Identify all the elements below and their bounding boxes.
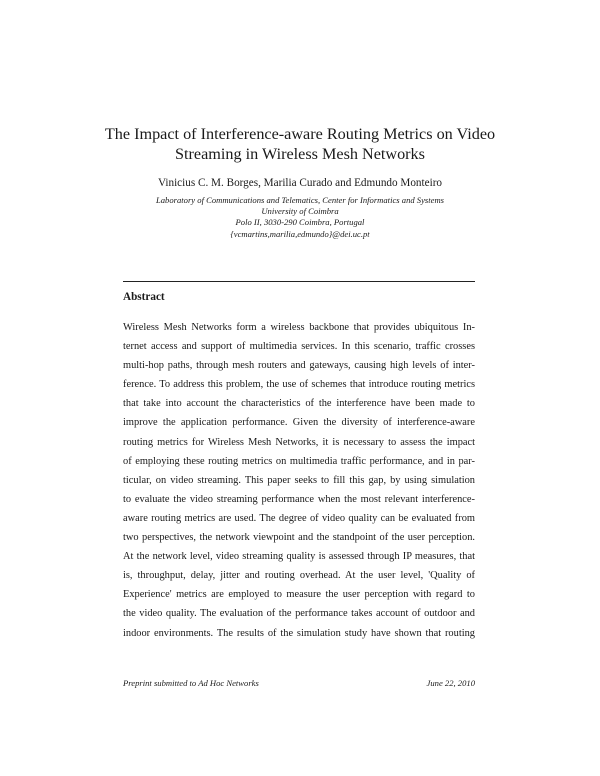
abstract-heading: Abstract [123, 291, 165, 303]
abstract-line: the video quality. The evaluation of the performance takes account of outdoor and [123, 608, 475, 620]
submission-date: June 22, 2010 [426, 678, 475, 688]
abstract-line: ference. To address this problem, the use of schemes that introduce routing metrics [123, 379, 475, 391]
abstract-line: multi-hop paths, through mesh routers and gateways, causing high levels of inter- [123, 360, 475, 372]
abstract-line: that take into account the characteristics of the interference have been made to [123, 398, 475, 410]
preprint-note: Preprint submitted to Ad Hoc Networks [123, 678, 259, 688]
affiliation-line: Laboratory of Communications and Telematics, Center for Informatics and Systems [155, 195, 445, 205]
abstract-line: routing metrics for Wireless Mesh Networks, it is necessary to assess the impact [123, 436, 475, 448]
title-line: The Impact of Interference-aware Routing Metrics on Video [104, 125, 496, 143]
abstract-line: is, throughput, delay, jitter and routing overhead. At the user level, 'Quality of [123, 570, 475, 582]
abstract-line: Wireless Mesh Networks form a wireless backbone that provides ubiquitous In- [123, 322, 475, 333]
abstract-line: ternet access and support of multimedia services. In this scenario, traffic crosses [123, 341, 475, 353]
abstract-line: of employing these routing metrics on multimedia traffic performance, and in par- [123, 455, 475, 467]
author-list: Vinicius C. M. Borges, Marilia Curado and Edmundo Monteiro [157, 177, 443, 189]
affiliation-line: Polo II, 3030-290 Coimbra, Portugal [235, 217, 365, 228]
author-emails: {vcmartins,marilia,edmundo}@dei.uc.pt [230, 228, 370, 239]
section-divider [123, 281, 475, 282]
abstract-line: to evaluate the video streaming performance when the most relevant interference- [123, 493, 475, 505]
paper-title [100, 124, 500, 164]
abstract-line: aware routing metrics are used. The degree of video quality can be evaluated from [123, 512, 475, 524]
abstract-line: At the network level, video streaming quality is assessed through IP measures, that [123, 551, 475, 563]
abstract-line: Experience' metrics are employed to measure the user perception with regard to [123, 589, 475, 601]
abstract-line: improve the application performance. Given the diversity of interference-aware [123, 417, 475, 429]
abstract-line: indoor environments. The results of the simulation study have shown that routing [123, 627, 475, 639]
abstract-line: ticular, on video streaming. This paper seeks to fill this gap, by using simulation [123, 474, 475, 486]
affiliation-block [100, 195, 500, 240]
abstract-body [123, 318, 475, 643]
affiliation-line: University of Coimbra [261, 206, 339, 217]
title-line: Streaming in Wireless Mesh Networks [175, 145, 425, 163]
abstract-line: two perspectives, the network viewpoint and the standpoint of the user perception. [123, 532, 475, 544]
